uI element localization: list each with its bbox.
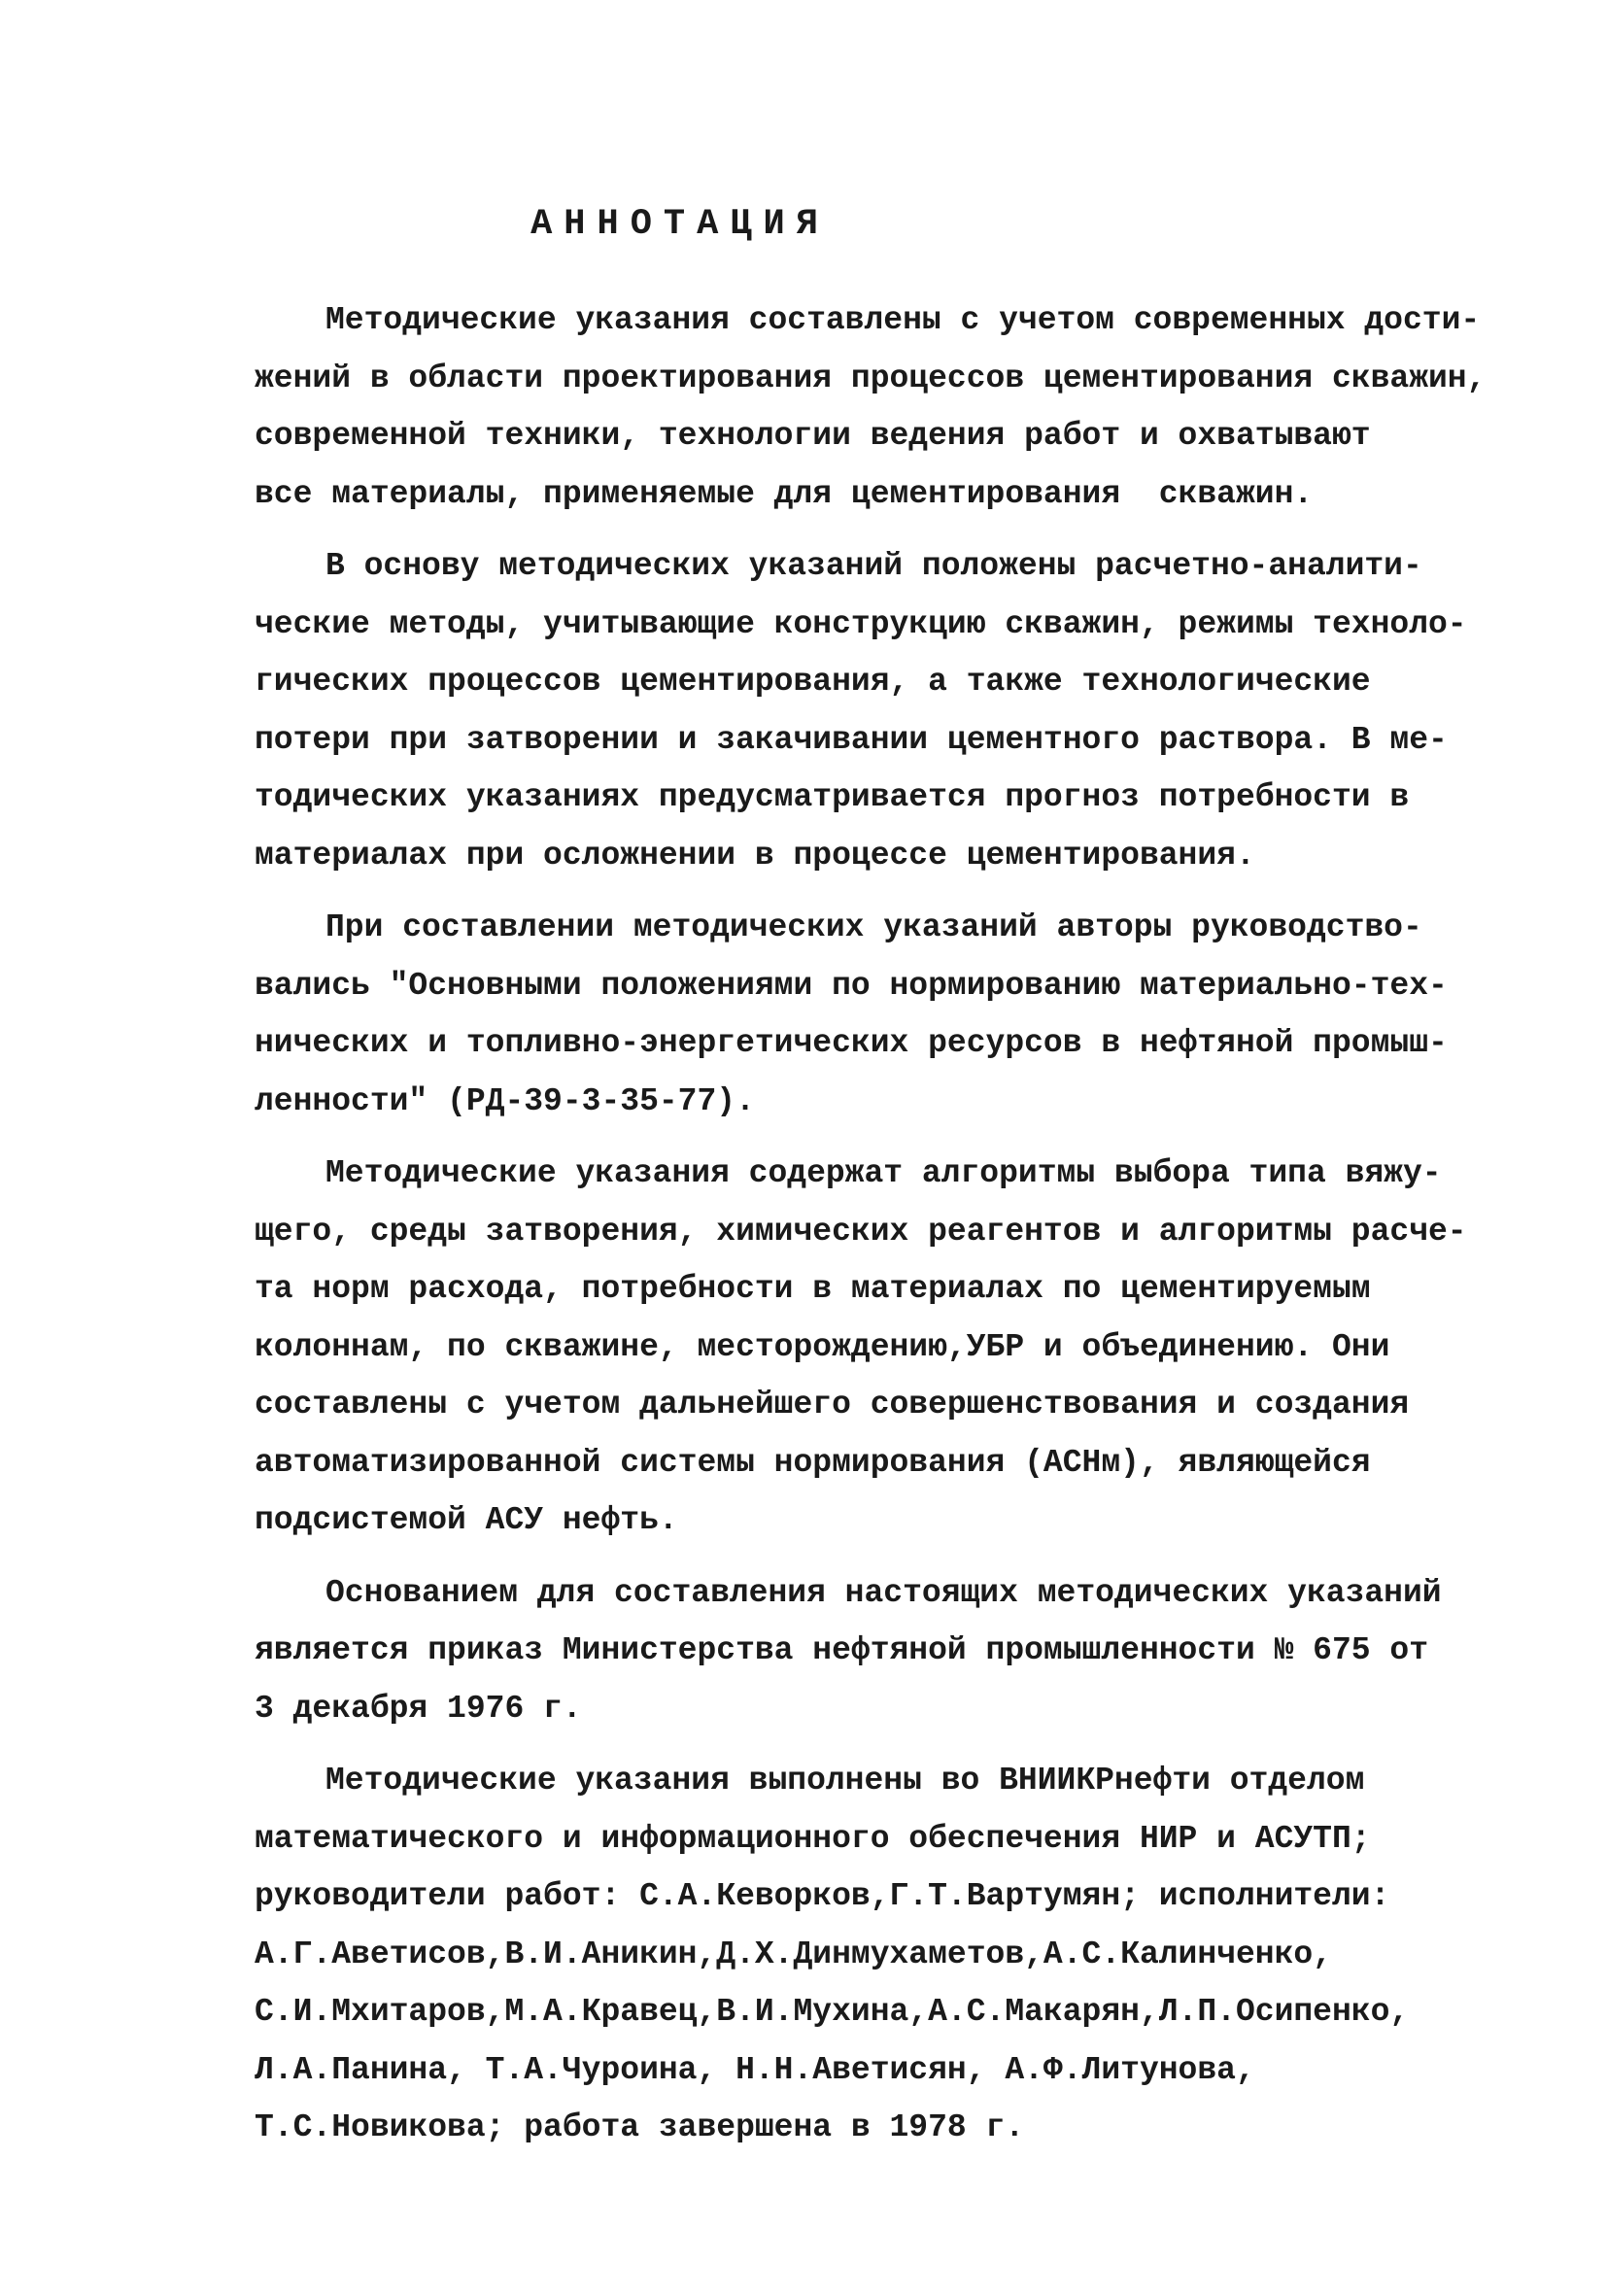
text-line: А.Г.Аветисов,В.И.Аникин,Д.Х.Динмухаметов,А.С.Калинченко, bbox=[255, 1936, 1332, 1972]
paragraph-4 bbox=[255, 1145, 1467, 1550]
page-title: АННОТАЦИЯ bbox=[530, 204, 830, 245]
text-line: Методические указания выполнены во ВНИИКРнефти отделом bbox=[325, 1763, 1365, 1799]
text-line: является приказ Министерства нефтяной промышленности № 675 от bbox=[255, 1632, 1428, 1668]
text-line: Методические указания содержат алгоритмы выбора типа вяжу- bbox=[325, 1155, 1442, 1191]
text-line: ческие методы, учитывающие конструкцию скважин, режимы техноло- bbox=[255, 605, 1467, 642]
text-line: ленности" (РД-39-3-35-77). bbox=[255, 1082, 755, 1119]
text-line: жений в области проектирования процессов цементирования скважин, bbox=[255, 360, 1487, 396]
text-line: подсистемой АСУ нефть. bbox=[255, 1502, 678, 1538]
text-line: материалах при осложнении в процессе цементирования. bbox=[255, 837, 1255, 874]
text-line: Л.А.Панина, Т.А.Чуроина, Н.Н.Аветисян, А.Ф.Литунова, bbox=[255, 2051, 1255, 2088]
paragraph-2 bbox=[255, 537, 1467, 884]
text-line: Основанием для составления настоящих методических указаний bbox=[325, 1574, 1442, 1611]
text-line: все материалы, применяемые для цементирования скважин. bbox=[255, 475, 1314, 512]
paragraph-5 bbox=[255, 1564, 1442, 1738]
text-line: нических и топливно-энергетических ресурсов в нефтяной промыш- bbox=[255, 1025, 1448, 1061]
text-line: С.И.Мхитаров,М.А.Кравец,В.И.Мухина,А.С.Макарян,Л.П.Осипенко, bbox=[255, 1994, 1410, 2030]
paragraph-6 bbox=[255, 1752, 1420, 2157]
annotation-body bbox=[255, 291, 1487, 2172]
text-line: математического и информационного обеспечения НИР и АСУТП; bbox=[255, 1820, 1371, 1857]
text-line: вались "Основными положениями по нормированию материально-тех- bbox=[255, 967, 1448, 1004]
text-line: В основу методических указаний положены расчетно-аналити- bbox=[325, 548, 1422, 584]
text-line: современной техники, технологии ведения работ и охватывают bbox=[255, 418, 1371, 454]
text-line: тодических указаниях предусматривается прогноз потребности в bbox=[255, 779, 1410, 815]
text-line: составлены с учетом дальнейшего совершенствования и создания bbox=[255, 1387, 1410, 1422]
text-line: колоннам, по скважине, месторождению,УБР и объединению. Они bbox=[255, 1328, 1390, 1365]
text-line: потери при затворении и закачивании цементного раствора. В ме- bbox=[255, 721, 1448, 758]
text-line: 3 декабря 1976 г. bbox=[255, 1690, 582, 1727]
text-line: руководители работ: С.А.Кеворков,Г.Т.Вартумян; исполнители: bbox=[255, 1878, 1390, 1914]
text-line: При составлении методических указаний авторы руководство- bbox=[325, 909, 1422, 945]
text-line: гических процессов цементирования, а также технологические bbox=[255, 664, 1371, 700]
paragraph-3 bbox=[255, 899, 1448, 1130]
text-line: та норм расхода, потребности в материалах по цементируемым bbox=[255, 1271, 1371, 1307]
text-line: автоматизированной системы нормирования (АСНм), являющейся bbox=[255, 1444, 1371, 1481]
text-line: Т.С.Новикова; работа завершена в 1978 г. bbox=[255, 2109, 1025, 2145]
paragraph-1 bbox=[255, 291, 1487, 523]
text-line: Методические указания составлены с учетом современных дости- bbox=[325, 302, 1481, 338]
text-line: щего, среды затворения, химических реагентов и алгоритмы расче- bbox=[255, 1213, 1467, 1250]
